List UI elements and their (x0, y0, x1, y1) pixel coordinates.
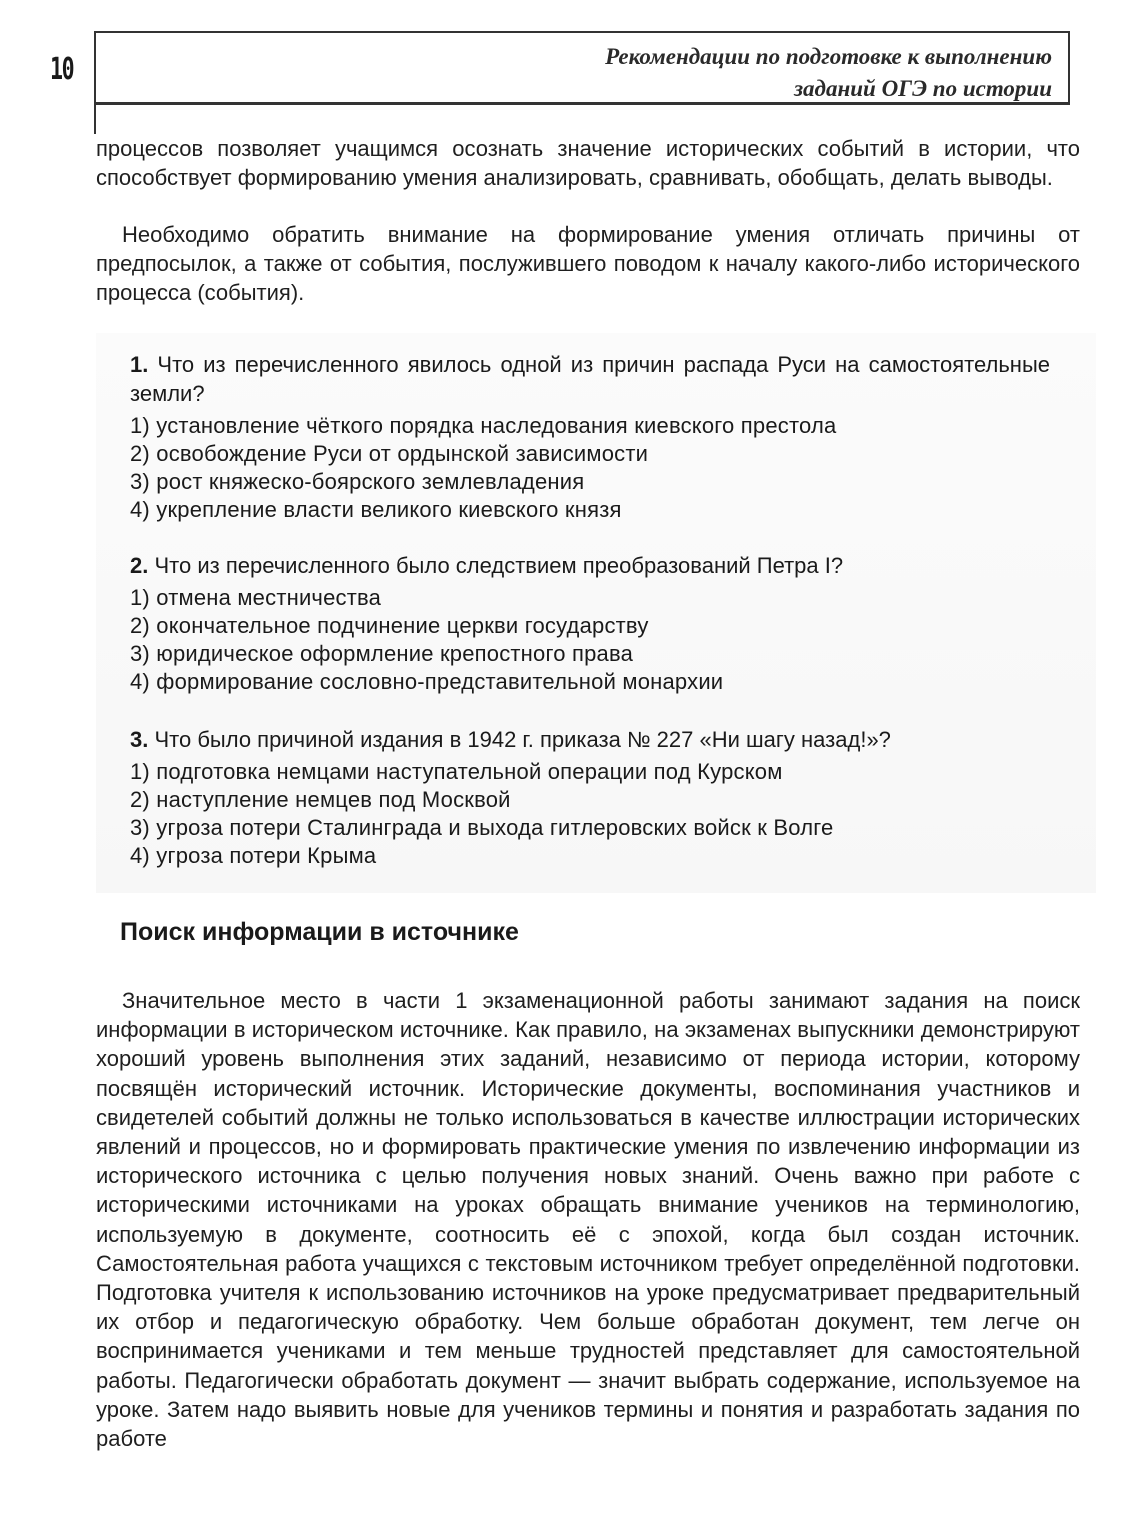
task-1 (130, 350, 1050, 524)
task-1-number: 1. (130, 352, 149, 377)
task-3-options (130, 758, 1050, 870)
section-body-paragraph: Значительное место в части 1 экзаменационной работы занимают задания на поиск информации в историческом источнике. Как правило, на экзаменах выпускники демонстрируют хороший уровень выполнения этих заданий, независимо от периода истории, которому посвящён исторический источник. Исторические документы, воспоминания участников и свидетелей событий должны не только использоваться в качестве иллюстрации исторических явлений и процессов, но и формировать практические умения по извлечению информации из исторического источника с целью получения новых знаний. Очень важно при работе с историческими источниками на уроках обращать внимание учеников на терминологию, используемую в документе, соотносить её с эпохой, когда был создан источник. Самостоятельная работа учащихся с текстовым источником требует определённой подготовки. Подготовка учителя к использованию источников на уроке предусматривает предварительный их отбор и педагогическую обработку. Чем больше обработан документ, тем легче он воспринимается учениками и тем меньше трудностей представляет для самостоятельной работы. Педагогически обработать документ — значит выбрать содержание, используемое на уроке. Затем надо выявить новые для учеников термины и понятия и разработать задания по работе (96, 988, 1080, 1452)
running-header-line-1: Рекомендации по подготовке к выполнению (605, 44, 1052, 69)
header-divider (94, 104, 96, 134)
task-2-question (130, 551, 1050, 580)
section-heading: Поиск информации в источнике (120, 918, 519, 946)
task-1-option-4: 4) укрепление власти великого киевского князя (130, 497, 622, 522)
running-header (94, 31, 1070, 105)
task-3-option-4: 4) угроза потери Крыма (130, 843, 377, 868)
task-3-option-2: 2) наступление немцев под Москвой (130, 787, 511, 812)
task-1-option-3: 3) рост княжеско-боярского землевладения (130, 469, 585, 494)
task-3-question-text: Что было причиной издания в 1942 г. приказа № 227 «Ни шагу назад!»? (154, 727, 891, 752)
task-2-option-3: 3) юридическое оформление крепостного права (130, 641, 634, 666)
task-3-option-3: 3) угроза потери Сталинграда и выхода гитлеровских войск к Волге (130, 815, 834, 840)
task-2-number: 2. (130, 553, 149, 578)
task-1-options (130, 412, 1050, 524)
task-3-number: 3. (130, 727, 149, 752)
task-3-question (130, 725, 1050, 754)
task-2 (130, 551, 1050, 696)
task-2-question-text: Что из перечисленного было следствием преобразований Петра I? (154, 553, 844, 578)
intro-paragraph: Необходимо обратить внимание на формирование умения отличать причины от предпосылок, а также от события, послужившего поводом к началу какого-либо исторического процесса (события). (96, 222, 1080, 305)
task-1-question-text: Что из перечисленного явилось одной из причин распада Руси на самостоятельные земли? (130, 352, 1050, 406)
running-header-line-2: заданий ОГЭ по истории (794, 76, 1052, 101)
task-3-option-1: 1) подготовка немцами наступательной операции под Курском (130, 759, 783, 784)
task-1-question (130, 350, 1050, 408)
running-header-title (605, 41, 1052, 105)
task-1-option-2: 2) освобождение Руси от ордынской зависимости (130, 441, 649, 466)
task-2-option-4: 4) формирование сословно-представительной монархии (130, 669, 724, 694)
task-2-option-2: 2) окончательное подчинение церкви государству (130, 613, 649, 638)
task-1-option-1: 1) установление чёткого порядка наследования киевского престола (130, 413, 837, 438)
intro-paragraph-continuation: процессов позволяет учащимся осознать значение исторических событий в истории, что способствует формированию умения анализировать, сравнивать, обобщать, делать выводы. (96, 136, 1080, 190)
page-number: 10 (50, 52, 74, 87)
task-3 (130, 725, 1050, 870)
task-2-options (130, 584, 1050, 696)
task-2-option-1: 1) отмена местничества (130, 585, 382, 610)
